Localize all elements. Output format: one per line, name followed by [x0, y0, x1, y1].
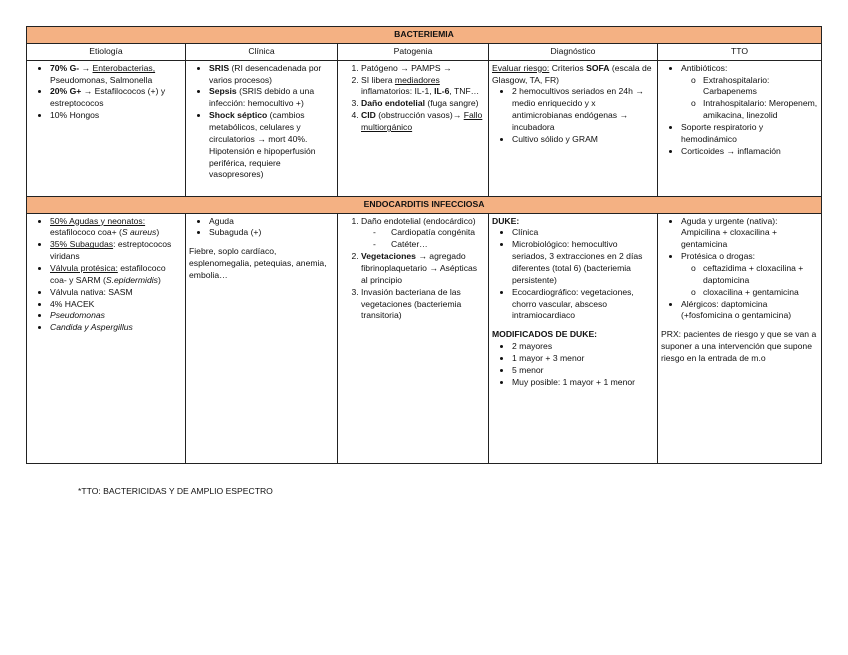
bold-text: CID — [361, 110, 376, 121]
text: Daño endotelial (endocárdico) — [361, 215, 476, 226]
list-item: • Válvula nativa: SASM — [50, 287, 182, 299]
list-item: • Corticoides → inflamación — [681, 146, 818, 158]
text: : estreptococos viridans — [50, 239, 172, 262]
text: Criterios — [549, 62, 587, 73]
clinica-text: Fiebre, soplo cardíaco, esplenomegalia, petequias, anemia, embolia… — [189, 246, 327, 281]
col-header-patogenia: Patogenia — [338, 43, 489, 60]
list-item — [50, 63, 182, 87]
endo-etiologia-cell — [27, 213, 186, 463]
bold-text: SRIS — [209, 62, 230, 73]
list-item: • Microbiológico: hemocultivo seriados, 3 extracciones en 2 días diferentes (total 6) (bacteriemia persistente) — [512, 239, 654, 286]
bact-clinica-list — [189, 63, 334, 182]
prx-note: PRX: pacientes de riesgo y que se van a suponer a una intervención que supone riesgo en la entrada de m.o — [661, 329, 817, 364]
list-item — [361, 75, 485, 99]
sub-list-item: o Extrahospitalario: Carbapenems — [703, 75, 818, 99]
bact-patogenia-list — [341, 63, 485, 134]
list-item: • Aguda y urgente (nativa): Ampicilina + cloxacilina + gentamicina — [681, 216, 818, 252]
bact-tto-cell — [658, 60, 822, 196]
list-item — [361, 98, 485, 110]
section-row-endocarditis — [27, 196, 822, 213]
bold-text: SOFA — [586, 62, 610, 73]
bact-patogenia-cell — [338, 60, 489, 196]
list-item — [681, 251, 818, 298]
endo-diagnostico-cell — [489, 213, 658, 463]
col-header-etiologia: Etiología — [27, 43, 186, 60]
text: estafilococo coa+ ( — [50, 227, 122, 238]
list-item: • 4% HACEK — [50, 299, 182, 311]
endo-clinica-cell — [186, 213, 338, 463]
diagnostico-intro — [492, 63, 654, 87]
list-item: • Pseudomonas — [50, 310, 182, 322]
bold-text: IL-6 — [434, 86, 450, 97]
list-item: • 10% Hongos — [50, 110, 182, 122]
endocarditis-row — [27, 213, 822, 463]
bact-diagnostico-cell — [489, 60, 658, 196]
underlined-text: 50% Agudas y neonatos: — [50, 215, 146, 226]
modified-duke-list — [492, 341, 654, 388]
text: → — [79, 62, 93, 73]
sub-list — [681, 263, 818, 299]
sub-list — [681, 75, 818, 122]
bold-text: Daño endotelial — [361, 98, 425, 109]
section-row-bacteriemia — [27, 27, 822, 44]
underlined-text: mediadores — [394, 74, 440, 85]
bact-etiologia-cell — [27, 60, 186, 196]
underlined-text: 35% Subagudas — [50, 239, 114, 250]
text: Pseudomonas, Salmonella — [50, 74, 153, 85]
endo-patogenia-list — [341, 216, 485, 323]
text: (escala de Glasgow, TA, FR) — [492, 62, 652, 85]
list-item: • Candida y Aspergillus — [50, 322, 182, 334]
bact-diagnostico-list — [492, 86, 654, 145]
text: (fuga sangre) — [424, 98, 479, 109]
modified-duke-heading: MODIFICADOS DE DUKE: — [492, 329, 598, 340]
bold-text: Shock séptico — [209, 110, 268, 121]
list-item — [209, 86, 334, 110]
text: SI libera — [361, 74, 395, 85]
text: , TNF… — [449, 86, 480, 97]
list-item: • Subaguda (+) — [209, 227, 334, 239]
bact-etiologia-list — [30, 63, 182, 122]
sub-list-item: o ceftazidima + cloxacilina + daptomicina — [703, 263, 818, 287]
bold-text: 70% G- — [50, 62, 80, 73]
text: inflamatorios: IL-1, — [361, 86, 435, 97]
list-item — [361, 110, 485, 134]
sub-list-item: o cloxacilina + gentamicina — [703, 287, 818, 299]
list-item — [681, 63, 818, 122]
endo-tto-list — [661, 216, 818, 323]
list-item: • Muy posible: 1 mayor + 1 menor — [512, 377, 654, 389]
bacteriemia-row — [27, 60, 822, 196]
list-item: • Clínica — [512, 227, 654, 239]
list-item: • Alérgicos: daptomicina (+fosfomicina o gentamicina) — [681, 299, 818, 323]
endo-tto-cell — [658, 213, 822, 463]
text: → agregado fibrinoplaquetario → Asépticas al principio — [361, 251, 478, 285]
bold-text: 20% G+ — [50, 86, 82, 97]
text: Protésica o drogas: — [681, 251, 756, 262]
underlined-text: Fallo multiorgánico — [361, 110, 483, 133]
list-item — [50, 239, 182, 263]
sub-list-item: - Cardiopatía congénita — [391, 227, 485, 239]
list-item — [50, 216, 182, 240]
sub-list-item: o Intrahospitalario: Meropenem, amikacina, linezolid — [703, 98, 818, 122]
text: (RI desencadenada por varios procesos) — [209, 62, 322, 85]
col-header-diagnostico: Diagnóstico — [489, 43, 658, 60]
endo-clinica-list — [189, 216, 334, 240]
bold-text: Vegetaciones — [361, 251, 416, 262]
summary-table — [26, 26, 822, 464]
text: (obstrucción vasos)→ — [375, 110, 464, 121]
sub-list — [361, 227, 485, 251]
col-header-clinica: Clínica — [186, 43, 338, 60]
duke-heading: DUKE: — [492, 215, 520, 226]
list-item — [361, 216, 485, 252]
text: Antibióticos: — [681, 62, 728, 73]
list-item — [209, 110, 334, 181]
list-item — [209, 63, 334, 87]
text: → Estafilococos (+) y estreptococos — [50, 86, 166, 109]
list-item: • Ecocardiográfico: vegetaciones, chorro vascular, absceso intramiocardiaco — [512, 287, 654, 323]
list-item: • Aguda — [209, 216, 334, 228]
endo-etiologia-list — [30, 216, 182, 335]
list-item: • 1 mayor + 3 menor — [512, 353, 654, 365]
footnote: *TTO: BACTERICIDAS Y DE AMPLIO ESPECTRO — [78, 486, 273, 496]
list-item — [50, 263, 182, 287]
text: (cambios metabólicos, celulares y circulatorios → mort 40%. Hipotensión e hipoperfusión periférica, requiere vasopresores) — [209, 110, 316, 180]
text: estafilococo coa- y SARM ( — [50, 263, 166, 285]
bact-clinica-cell — [186, 60, 338, 196]
underlined-text: Evaluar riesgo: — [492, 62, 550, 73]
sub-list-item: - Catéter… — [391, 239, 485, 251]
section-title-bacteriemia: BACTERIEMIA — [27, 27, 822, 44]
text: ) — [157, 274, 161, 285]
list-item: • Cultivo sólido y GRAM — [512, 134, 654, 146]
list-item — [50, 86, 182, 110]
col-header-tto: TTO — [658, 43, 822, 60]
list-item: • 2 mayores — [512, 341, 654, 353]
text: ) — [156, 227, 160, 238]
section-title-endocarditis: ENDOCARDITIS INFECCIOSA — [27, 196, 822, 213]
italic-text: S.epidermidis — [105, 274, 158, 285]
bold-text: Sepsis — [209, 86, 237, 97]
list-item: 3. Invasión bacteriana de las vegetaciones (bacteriemia transitoria) — [361, 287, 485, 323]
list-item — [361, 251, 485, 287]
duke-list — [492, 227, 654, 322]
underlined-text: Válvula protésica: — [50, 263, 118, 274]
list-item: • 2 hemocultivos seriados en 24h → medio enriquecido y x antimicrobianas endógenas → incubadora — [512, 86, 654, 133]
column-header-row — [27, 43, 822, 60]
list-item: • 5 menor — [512, 365, 654, 377]
bact-tto-list — [661, 63, 818, 158]
list-item: 1. Patógeno → PAMPS → — [361, 63, 485, 75]
list-item: • Soporte respiratorio y hemodinámico — [681, 122, 818, 146]
endo-patogenia-cell — [338, 213, 489, 463]
underlined-text: Enterobacterias, — [92, 62, 156, 73]
text: (SRIS debido a una infección: hemocultivo +) — [209, 86, 315, 109]
italic-text: S aureus — [121, 227, 157, 238]
